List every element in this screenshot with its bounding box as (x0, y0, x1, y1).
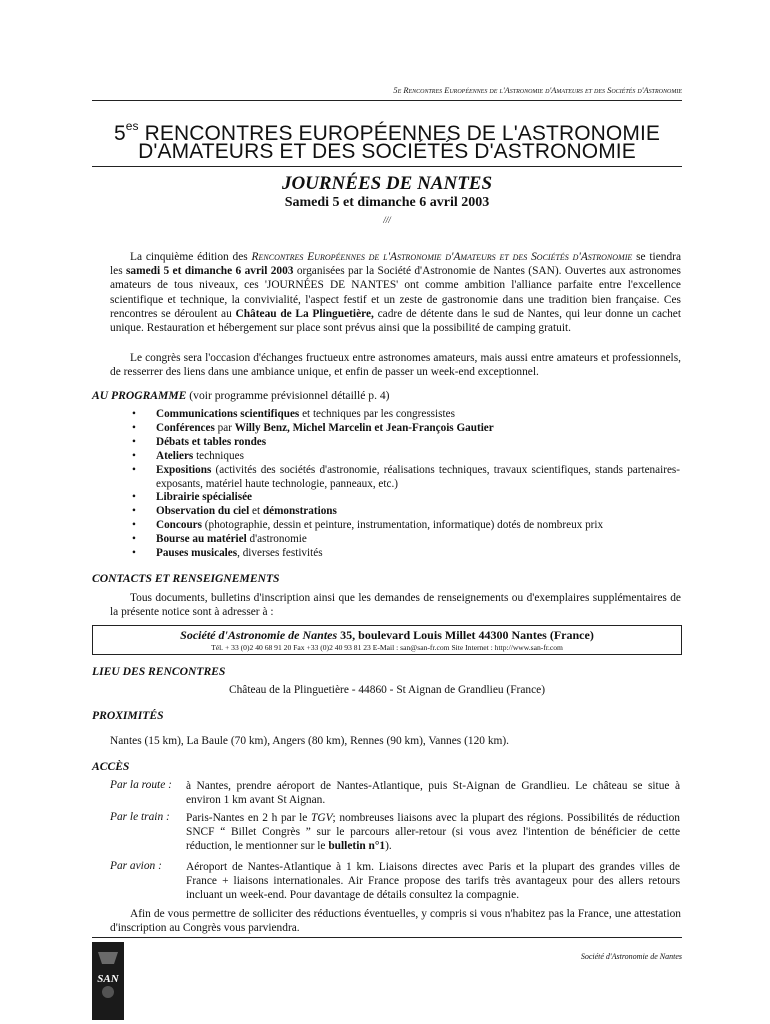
title-ordinal-sup: es (125, 119, 139, 133)
item-text: et (249, 505, 263, 518)
item-bold: Pauses musicales (156, 547, 238, 560)
list-item (132, 408, 680, 422)
programme-heading-note: (voir programme prévisionnel détaillé p. 4) (186, 389, 390, 402)
intro-text: organisées par la Société d'Astronomie de Nantes (SAN). Ouvertes aux astronomes amateurs de tous niveaux, ces 'JOURNÉES DE NANTES' ont comme ambition l'alliance parfaite entre l'excellence scientifique et technique, la convivialité, l'aspect festif et un zeste de gastronomie dans une tradition bien française. Ces rencontres se déroulent au (110, 265, 681, 320)
train-text-part: ; nombreuses liaisons avec la plupart des régions. Possibilités de réduction SNCF “ Billet Congrès ” sur le parcours aller-retour (si vous avez l'intention de bénéficier de cette réduction, le mentionner sur le (186, 812, 680, 853)
closing-paragraph (110, 907, 681, 935)
train-label: Par le train : (110, 811, 170, 823)
train-text-part: Paris-Nantes en 2 h par le (186, 812, 312, 824)
org-name: Société d'Astronomie de Nantes (180, 628, 338, 642)
intro-text: Le congrès sera l'occasion d'échanges fructueux entre astronomes amateurs, mais aussi entre amateurs et professionnels, de resserrer des liens dans une ambiance unique, et enfin de passer un week-end exceptionnel. (110, 352, 681, 379)
programme-heading (92, 389, 390, 402)
title-ordinal: 5 (114, 122, 126, 145)
item-bold: Débats et tables rondes (156, 435, 267, 448)
list-item (132, 464, 680, 492)
contact-box (92, 625, 682, 655)
item-bold: Observation du ciel (156, 505, 250, 518)
list-item (132, 533, 680, 547)
train-text (186, 811, 680, 854)
bullet-icon: • (132, 519, 136, 532)
intro-text: se tiendra les (110, 251, 681, 278)
separator: /// (383, 215, 391, 225)
item-bold: Bourse au matériel (156, 533, 247, 546)
intro-paragraph-2 (110, 351, 681, 379)
san-logo-icon (92, 942, 124, 1020)
intro-venue: Château de La Plinguetière, (235, 307, 374, 320)
bullet-icon: • (132, 505, 136, 518)
logo-text: SAN (97, 973, 119, 985)
item-bold: démonstrations (262, 505, 337, 518)
proximites-heading: PROXIMITÉS (92, 709, 164, 722)
item-text: (activités des sociétés d'astronomie, réalisations techniques, travaux scientifiques, stands partenaires-exposants, matériel haute technologie, panneaux, etc.) (156, 463, 680, 490)
lieu-text: Château de la Plinguetière - 44860 - St Aignan de Grandlieu (France) (229, 684, 545, 696)
closing-text: Afin de vous permettre de solliciter des réductions éventuelles, y compris si vous n'habitez pas la France, une attestation d'inscription au Congrès vous parviendra. (110, 908, 681, 935)
intro-text: La cinquième édition des (130, 251, 252, 263)
header-rule (92, 100, 682, 101)
bullet-icon: • (132, 491, 136, 504)
item-text: et techniques par les congressistes (299, 408, 455, 420)
bullet-icon: • (132, 435, 136, 448)
bullet-icon: • (132, 449, 136, 462)
contacts-paragraph (110, 591, 681, 619)
bullet-icon: • (132, 463, 136, 476)
intro-dates: samedi 5 et dimanche 6 avril 2003 (126, 265, 294, 278)
item-bold: Willy Benz, Michel Marcelin et Jean-François Gautier (234, 421, 494, 434)
intro-text: cadre de détente dans le sud de Nantes, qui leur donne un cachet unique. Restauration et hébergement sur place sont prévus ainsi que la possibilité de camping gratuit. (110, 307, 681, 335)
item-text: techniques (193, 449, 244, 462)
acces-heading: ACCÈS (92, 760, 130, 773)
proximites-text: Nantes (15 km), La Baule (70 km), Angers (80 km), Rennes (90 km), Vannes (120 km). (110, 735, 510, 747)
running-header: 5e Rencontres Européennes de l'Astronomie d'Amateurs et des Sociétés d'Astronomie (393, 86, 682, 95)
contacts-text: Tous documents, bulletins d'inscription ainsi que les demandes de renseignements ou d'exemplaires supplémentaires de la présente notice sont à adresser à : (110, 592, 681, 619)
contacts-heading: CONTACTS ET RENSEIGNEMENTS (92, 572, 280, 585)
item-bold: Expositions (156, 463, 212, 476)
item-text: d'astronomie (246, 533, 307, 546)
bullet-icon: • (132, 408, 136, 420)
train-tgv: TGV (311, 812, 333, 824)
item-bold: Communications scientifiques (156, 408, 300, 420)
programme-heading-text: AU PROGRAMME (92, 389, 187, 402)
list-item (132, 505, 680, 519)
event-name: Rencontres Européennes de l'Astronomie d'Amateurs et des Sociétés d'Astronomie (251, 251, 633, 263)
list-item (132, 547, 680, 561)
list-item (132, 491, 680, 505)
item-bold: Conférences (156, 421, 215, 434)
bullet-icon: • (132, 421, 136, 434)
bullet-icon: • (132, 547, 136, 560)
item-text: , diverses festivités (237, 547, 323, 560)
subtitle: JOURNÉES DE NANTES (281, 173, 493, 194)
list-item (132, 450, 680, 464)
item-text: par (214, 421, 235, 434)
event-dates: Samedi 5 et dimanche 6 avril 2003 (284, 195, 490, 210)
item-bold: Ateliers (156, 449, 194, 462)
list-item (132, 519, 680, 533)
title-line1-text: RENCONTRES EUROPÉENNES DE L'ASTRONOMIE (144, 122, 660, 145)
item-bold: Concours (156, 519, 202, 532)
lieu-heading: LIEU DES RENCONTRES (92, 665, 226, 678)
route-label: Par la route : (110, 779, 172, 791)
train-text-part: ). (385, 840, 392, 853)
footer: Société d'Astronomie de Nantes (580, 952, 682, 961)
page-title-line2: D'AMATEURS ET DES SOCIÉTÉS D'ASTRONOMIE (138, 140, 636, 163)
bullet-icon: • (132, 533, 136, 546)
intro-paragraph-1 (110, 250, 681, 335)
item-text: (photographie, dessin et peinture, instrumentation, informatique) dotés de nombreux prix (202, 519, 604, 532)
route-text: à Nantes, prendre aéroport de Nantes-Atlantique, puis St-Aignan de Grandlieu. Le château se situe à environ 1 km avant St Aignan. (186, 780, 680, 807)
train-bulletin: bulletin n°1 (328, 840, 386, 853)
programme-list (132, 408, 680, 561)
avion-label: Par avion : (110, 860, 162, 872)
item-bold: Librairie spécialisée (156, 491, 253, 504)
org-address: 35, boulevard Louis Millet 44300 Nantes (France) (337, 628, 594, 642)
list-item (132, 422, 680, 436)
list-item (132, 436, 680, 450)
contact-details: Tél. + 33 (0)2 40 68 91 20 Fax +33 (0)2 40 93 81 23 E-Mail : san@san-fr.com Site Internet : http://www.san-fr.com (211, 643, 563, 652)
avion-text: Aéroport de Nantes-Atlantique à 1 km. Liaisons directes avec Paris et la plupart des grandes villes de France + liaisons internationales. Air France propose des tarifs très avantageux pour des allers retours incluant un week-end. Pour davantage de détails consultez la compagnie. (186, 861, 680, 902)
title-rule (92, 166, 682, 167)
footer-rule (92, 937, 682, 938)
contact-address (93, 628, 681, 643)
